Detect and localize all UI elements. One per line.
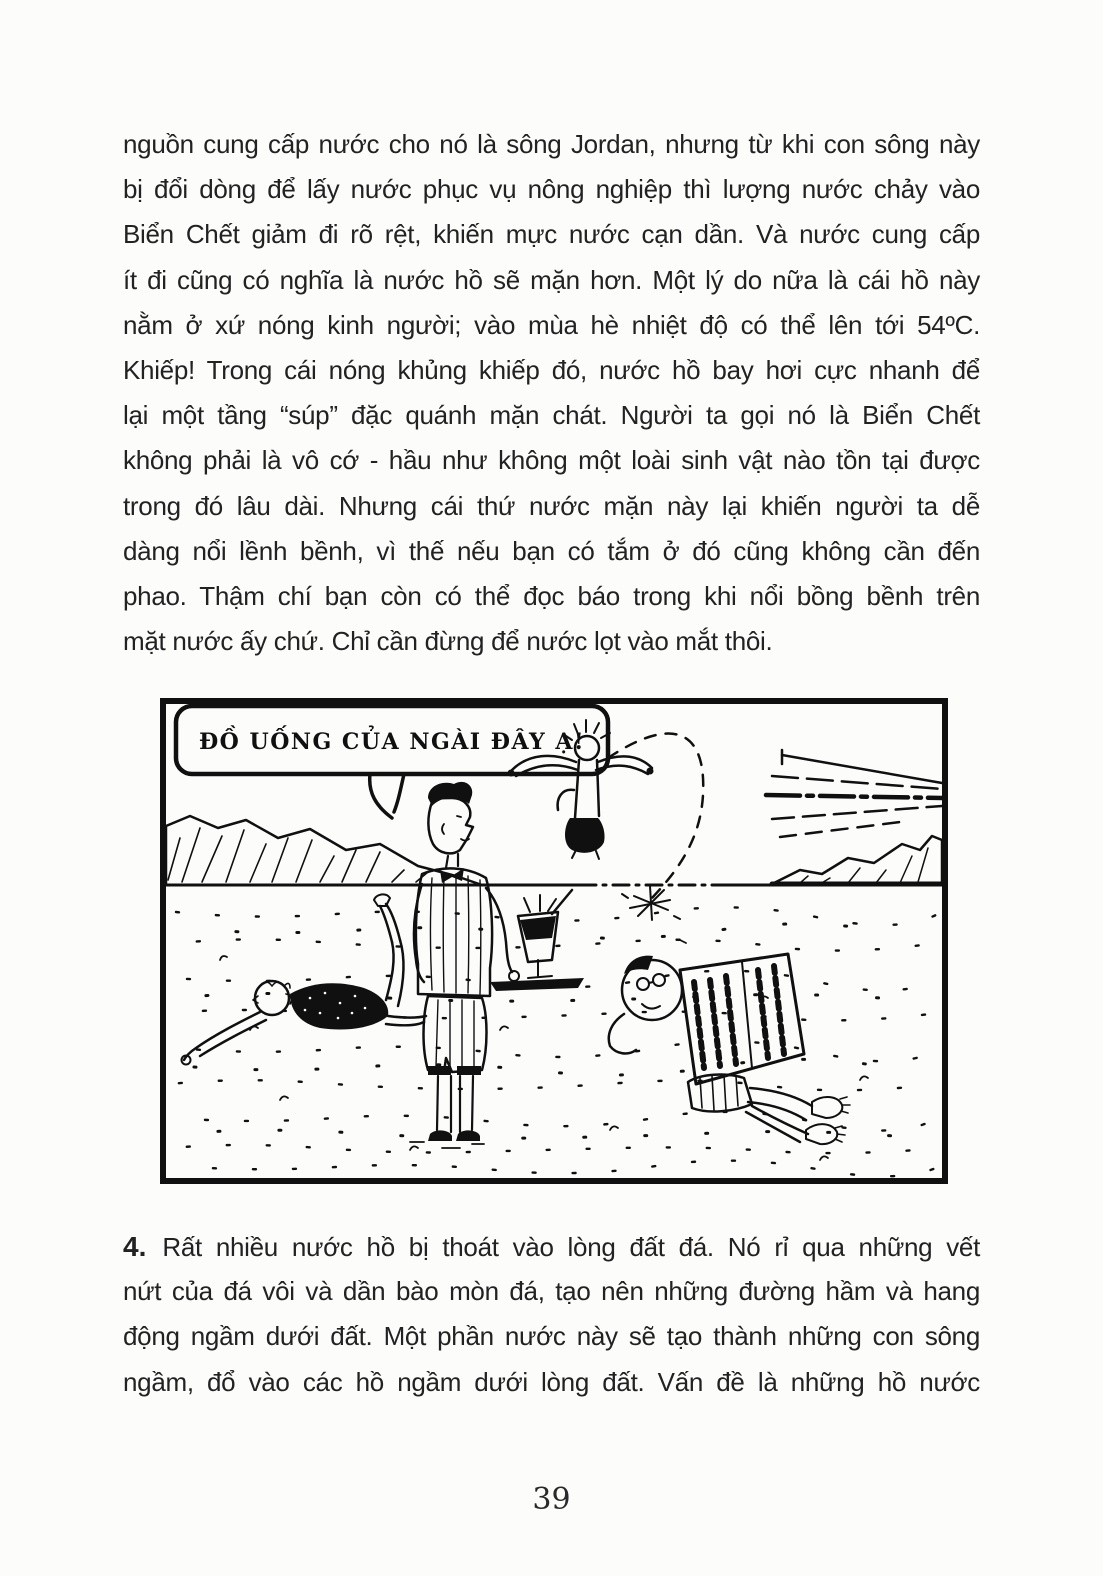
text-line: Khiếp! Trong cái nóng khủng khiếp đó, nước hồ bay hơi cực nhanh để xyxy=(123,354,980,385)
text-line: nứt của đá vôi và dần bào mòn đá, tạo nên những đường hầm và hang xyxy=(123,1276,980,1307)
text-line: lại một tầng “súp” đặc quánh mặn chát. Người ta gọi nó là Biển Chết xyxy=(123,400,980,431)
page-number: 39 xyxy=(532,1482,571,1517)
text-line: phao. Thậm chí bạn còn có thể đọc báo trong khi nổi bồng bềnh trên xyxy=(123,580,980,611)
text-line: mặt nước ấy chứ. Chỉ cần đừng để nước lọt vào mắt thôi. xyxy=(123,626,773,657)
text-line-content: Rất nhiều nước hồ bị thoát vào lòng đất đá. Nó rỉ qua những vết xyxy=(162,1232,980,1262)
text-line: dàng nổi lềnh bềnh, vì thế nếu bạn có tắm ở đó cũng không cần đến xyxy=(123,535,980,566)
text-line: ngầm, đổ vào các hồ ngầm dưới lòng đất. Vấn đề là những hồ nước xyxy=(123,1366,980,1397)
newspaper xyxy=(680,954,804,1084)
bounce-trajectory xyxy=(608,734,703,898)
cocktail-drink xyxy=(518,890,572,978)
splash xyxy=(622,886,680,920)
floating-woman-figure xyxy=(182,894,427,1064)
text-line: ít đi cũng có nghĩa là nước hồ sẽ mặn hơn. Một lý do nữa là cái hồ này xyxy=(123,264,980,295)
dead-sea-cartoon-illustration xyxy=(160,698,948,1184)
newspaper-man-figure xyxy=(609,954,850,1144)
speech-bubble xyxy=(176,706,608,818)
text-line xyxy=(123,1224,980,1269)
left-mountains xyxy=(166,816,482,885)
paragraph-1 xyxy=(123,122,980,664)
waiter-figure xyxy=(414,782,584,1141)
paragraph-4 xyxy=(123,1224,980,1405)
speech-bubble-text: ĐỒ UỐNG CỦA NGÀI ĐÂY Ạ! xyxy=(198,729,586,755)
text-line: nguồn cung cấp nước cho nó là sông Jordan, nhưng từ khi con sông này xyxy=(123,129,980,159)
right-mountains xyxy=(770,836,942,885)
text-line: bị đổi dòng để lấy nước phục vụ nông nghiệp thì lượng nước chảy vào xyxy=(123,174,980,205)
text-line: Biển Chết giảm đi rõ rệt, khiến mực nước cạn dần. Và nước cung cấp xyxy=(123,219,980,250)
text-line: trong đó lâu dài. Nhưng cái thứ nước mặn này lại khiến người ta dễ xyxy=(123,490,980,521)
sun-rays xyxy=(766,750,942,837)
text-line: nằm ở xứ nóng kinh người; vào mùa hè nhiệt độ có thể lên tới 54ºC. xyxy=(123,309,980,340)
text-line: không phải là vô cớ - hầu như không một loài sinh vật nào tồn tại được xyxy=(123,445,980,476)
text-line: động ngầm dưới đất. Một phần nước này sẽ tạo thành những con sông xyxy=(123,1321,980,1352)
paragraph-number: 4. xyxy=(123,1231,147,1262)
water-flecks xyxy=(174,924,900,1138)
